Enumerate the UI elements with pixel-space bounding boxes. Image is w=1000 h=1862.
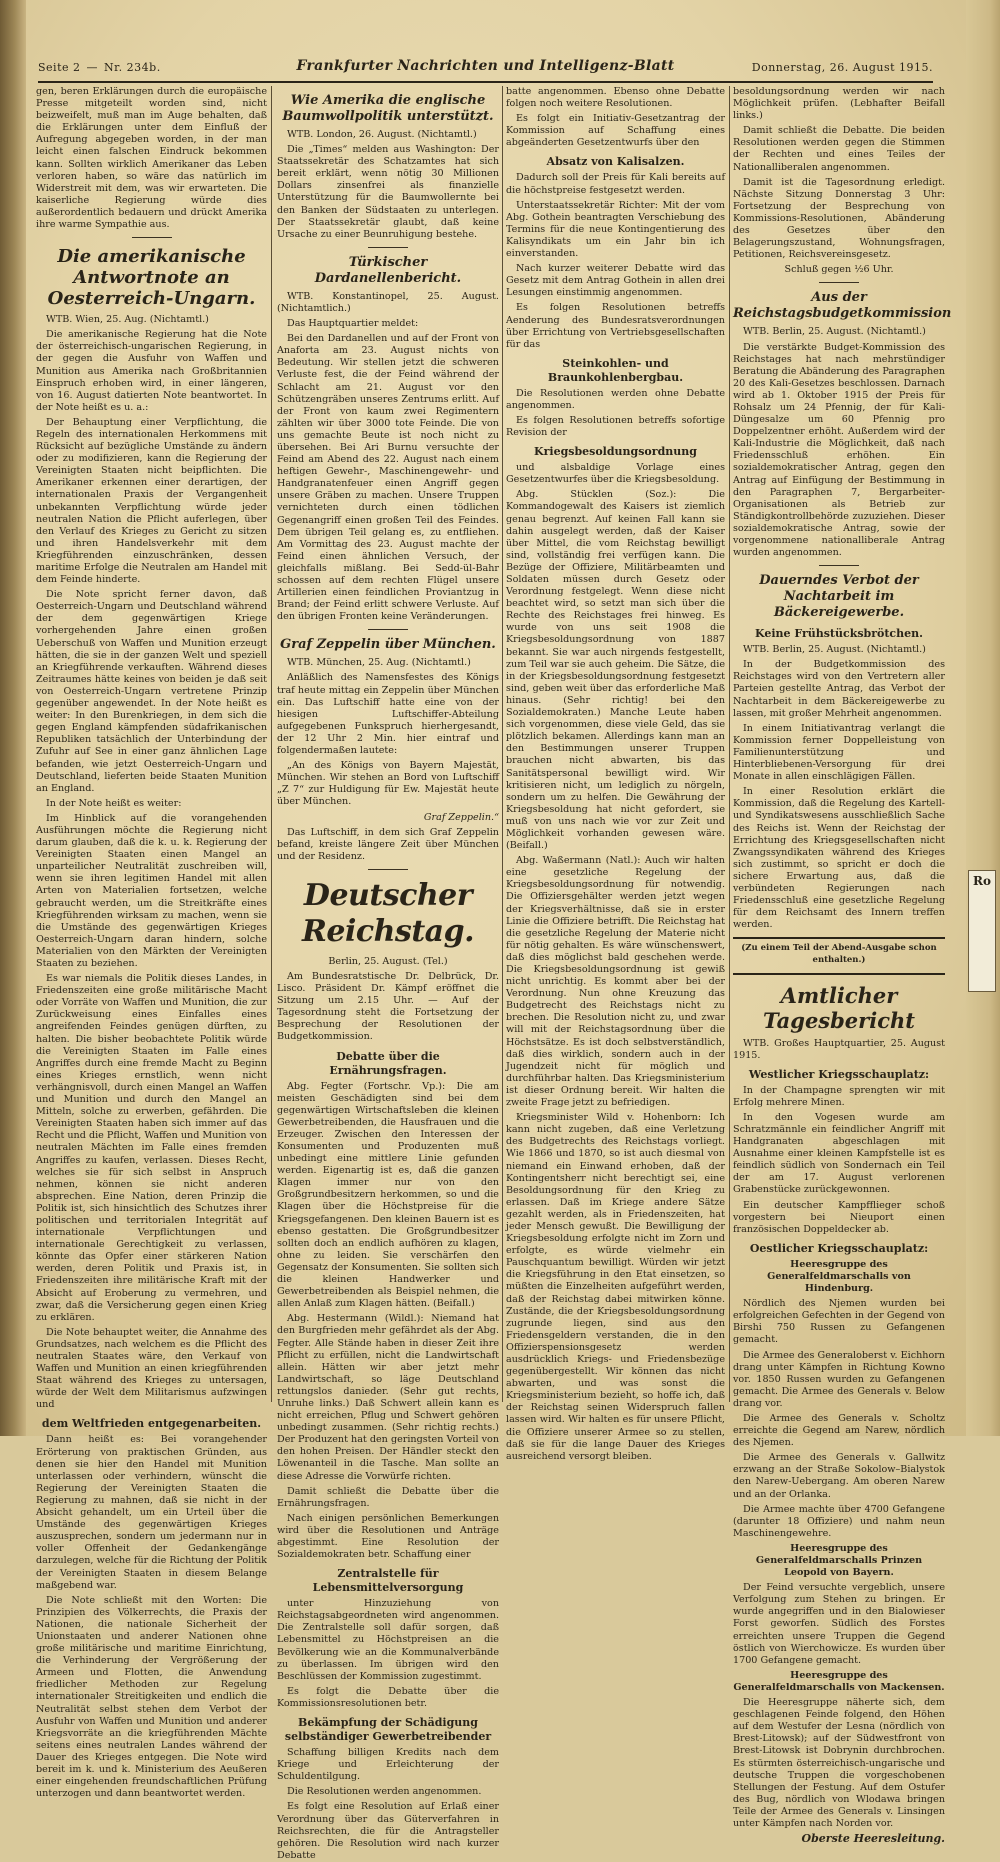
article-text: In einem Initiativantrag verlangt die Kommission ferner Doppelleistung von Familienunterstützung und Hinterbliebenen-Versorgung für drei Monate in allen einschlägigen Fällen. [733, 722, 945, 783]
masthead: Frankfurter Nachrichten und Intelligenz-Blatt [296, 58, 675, 74]
section-subhead: Zentralstelle für Lebensmittelversorgung [312, 1567, 464, 1595]
article-text: Im Hinblick auf die vorangehenden Ausführungen möchte die Regierung nicht darum glauben, daß die k. u. k. Regierung der Vereinigten Staaten einen Mangel an unparteilicher Neutralität zuschreiben will, wenn sie ihren legitimen Handel mit allen Arten von Materialien fortsetzen, welche gebraucht werden, um die Streitkräfte eines Kriegführenden wirksam zu machen, wenn sie die Umstände des gegenwärtigen Krieges Oesterreich-Ungarn daran hindern, solche Materialien von den Märkten der Vereinigten Staaten zu beziehen. [36, 812, 267, 969]
article-text: Die Armee machte über 4700 Gefangene (darunter 18 Offiziere) und nahm neun Maschinengewehre. [733, 1503, 945, 1539]
dateline: WTB. Wien, 25. Aug. (Nichtamtl.) [46, 314, 209, 326]
book-binding [0, 0, 26, 1436]
article-text: In der Champagne sprengten wir mit Erfolg mehrere Minen. [733, 1084, 945, 1108]
issue-date: Donnerstag, 26. August 1915. [751, 61, 933, 74]
article-text: Anläßlich des Namensfestes des Königs traf heute mittag ein Zeppelin über München ein. Das Luftschiff hatte eine von der hiesigen Luftschiffer-Abteilung aufgegebenen Funkspruch hierhergesandt, der 12 Uhr 2 Min. hier eintraf und folgendermaßen lautete: [277, 672, 499, 757]
article-text: In den Vogesen wurde am Schratzmännle ein feindlicher Angriff mit Handgranaten abgeschlagen mit Ausnahme einer kleinen Kampfstelle ist es feindlich südlich von Sondernach ein Teil der am 17. August verlorenen Grabenstücke zurückgewonnen. [733, 1111, 945, 1196]
article-text: Die Armee des Generals v. Scholtz erreichte die Gegend am Narew, nördlich des Njemen. [733, 1412, 945, 1449]
article-text: Die verstärkte Budget-Kommission des Reichstages hat nach mehrstündiger Beratung die Abänderung des Paragraphen 20 des Kali-Gesetzes beschlossen. Darnach wird ab 1. Oktober 1915 der Preis für Rohsalz um 24 Pfennig, der für Kali-Düngesalze um 60 Pfennig pro Doppelzentner erhöht. Außerdem wird der Kali-Industrie die Möglichkeit, daß nach Friedensschluß erhöhen. Ein sozialdemokratischer Antrag, gegen den Antrag auf Einfügung der Bestimmung in den Paragraphen 7, Bergarbeiter-Organisationen als Betrieb zur Ständigkontrollbehörde zuzuziehen. Dieser sozialdemokratische Antrag, sowie der vorgenommene nationalliberale Antrag wurden angenommen. [733, 341, 945, 559]
section-subhead: Steinkohlen- und Braunkohlenbergbau. [547, 356, 684, 384]
article-headline: Graf Zeppelin über München. [280, 637, 496, 653]
article-text: Schluß gegen ½6 Uhr. [784, 264, 894, 276]
section-subhead: dem Weltfrieden entgegenarbeiten. [41, 1417, 262, 1431]
article-text: Abg. Stücklen (Soz.): Die Kommandogewalt des Kaisers ist ziemlich genau begrenzt. Auf keinen Fall kann sie dahin ausgelegt werden, daß der Kaiser über Mittel, die vom Reichstag bewilligt sind, vollständig frei verfügen kann. Die Bezüge der Offiziere, Militärbeamten und Soldaten müssen durch Gesetz oder Verordnung festgelegt. Wenn diese nicht beachtet wird, so setzt man sich über die Rechte des Reichstages frei hinweg. Es wurde von uns seit 1908 die Kriegsbesoldungsordnung von 1887 bekannt. Sie war auch nirgends festgestellt, zum Teil war sie auch geheim. Die Sätze, die in der Kriegsbesoldungsordnung festgesetzt sind, geben weit über das erforderliche Maß hinaus. (Sehr richtig! bei den Sozialdemokraten.) Manche Leute haben sich vorgenommen, diese viele Geld, das sie plötzlich bekamen. Allerdings kann man an den Bestimmungen unserer Truppen brauchen nicht abwarten, bis das Sanitätspersonal bewilligt wird. Wir kritisieren nicht, um lediglich zu nörgeln, sondern um zu helfen. Die Gewährung der Kriegsbesoldung hat nicht gefordert, sie muß von uns nach wie vor zur Zeit und Möglichkeit vorhanden gewesen wäre. (Beifall.) [506, 489, 725, 852]
page-edge [966, 0, 1000, 1436]
article-text: Abg. Fegter (Fortschr. Vp.): Die am meisten Geschädigten sind bei dem gegenwärtigen Wirtschaftsleben die kleinen Gewerbetreibenden, die Hausfrauen und die Erzeuger. Zwischen den Interessen der Konsumenten und Produzenten muß unbedingt eine mittlere Linie gefunden werden. Eigenartig ist es, daß die ganzen Klagen immer nur von den Großgrundbesitzern herkommen, so und die Klagen über die Höchstpreise für die Kriegsgefangenen. Den kleinen Bauern ist es ebenso gestatten. Die Großgrundbesitzer sollten doch an endlich aufhören zu klagen, ohne zu leiden. Sie verschärfen den Gegensatz der Konsumenten. Sie sollten sich die kleinen Handwerker und Gewerbetreibenden als Beispiel nehmen, die allen Anlaß zum Klagen hätten. (Beifall.) [277, 1080, 499, 1310]
article-text: Nach kurzer weiterer Debatte wird das Gesetz mit dem Antrag Gothein in allen drei Lesungen einstimmig angenommen. [506, 263, 725, 299]
article-subheadline: Keine Frühstücksbrötchen. [755, 627, 923, 641]
article-text: Dadurch soll der Preis für Kali bereits auf die höchstpreise festgesetzt werden. [506, 172, 725, 196]
article-text: Die amerikanische Regierung hat die Note der österreichisch-ungarischen Regierung, in der gegen die Ausfuhr von Waffen und Munition aus Amerika nach Großbritannien Einspruch erhoben wird, in einer längeren, von 16. August datierten Note beantwortet. In der Note heißt es u. a.: [36, 329, 267, 413]
article-text: Schaffung billigen Kredits nach dem Kriege und Erleichterung der Schuldentilgung. [277, 1747, 499, 1783]
article-text: gen, beren Erklärungen durch die europäische Presse mitgeteilt worden sind, nicht beizweifelt, muß man im Auge behalten, daß die Erklärungen unter dem Einfluß der Aufregung abgegeben worden, in der man leicht einen falschen Eindruck bekommen kann. Sollten wirklich Amerikaner das Leben verloren haben, so wäre das natürlich im Widerstreit mit dem, was wir erwarteten. Die kaiserliche Regierung würde dies außerordentlich bedauern und drückt Amerika ihre warme Sympathie aus. [36, 86, 267, 231]
page-number: Seite 2 — Nr. 234b. [38, 61, 161, 74]
article-text: Es folgen Resolutionen betreffs sofortige Revision der [506, 414, 725, 439]
article-headline: Aus der Reichstagsbudgetkommission [733, 290, 952, 322]
article-text: Am Bundesratstische Dr. Delbrück, Dr. Lisco. Präsident Dr. Kämpf eröffnet die Sitzung um 2.15 Uhr. — Auf der Tagesordnung steht die Fortsetzung der Besprechung der Resolutionen der Budgetkommission. [277, 970, 499, 1043]
dateline: WTB. Konstantinopel, 25. August. (Nichtamtlich.) [277, 290, 499, 314]
army-group-heading: Heeresgruppe des Generalfeldmarschalls Prinzen Leopold von Bayern. [755, 1542, 923, 1579]
edition-note: (Zu einem Teil der Abend-Ausgabe schon enthalten.) [741, 943, 937, 966]
divider [368, 869, 408, 870]
dateline: WTB. Berlin, 25. August. (Nichtamtl.) [743, 326, 926, 338]
article-headline: Die amerikanische Antwortnote an Oesterreich-Ungarn. [47, 246, 256, 310]
article-text: In der Note heißt es weiter: [46, 797, 182, 809]
column-rule [271, 86, 272, 1402]
dateline: WTB. London, 26. August. (Nichtamtl.) [287, 129, 477, 140]
article-text: Die Resolutionen werden ohne Debatte angenommen. [506, 387, 725, 411]
page-header [38, 57, 933, 83]
divider [819, 282, 859, 283]
page-label: Seite 2 [38, 61, 81, 74]
article-text: Es folgen Resolutionen betreffs Aenderung des Bundesratsverordnungen über Errichtung von Vertriebsgesellschaften für das [506, 302, 725, 350]
section-subhead: Debatte über die Ernährungsfragen. [329, 1049, 447, 1077]
article-text: „An des Königs von Bayern Majestät, München. Wir stehen an Bord von Luftschiff „Z 7“ zur Huldigung für Ew. Majestät heute über München. [277, 760, 499, 808]
article-text: Es folgt die Debatte über die Kommissionsresolutionen betr. [277, 1685, 499, 1709]
article-text: Abg. Waßermann (Natl.): Auch wir halten eine gesetzliche Regelung der Kriegsbesoldungsordnung für notwendig. Die Offiziersgehälter werden jetzt wegen der Kriegsverhältnisse, daß sie in erster Linie die Offiziere betrifft. Die Reichstag hat die gesetzliche Regelung der Materie nicht für nötig gehalten. Es wäre wünschenswert, daß dies möglichst bald geschehen werde. Die Kriegsbesoldungsordnung ist gewiß nicht unrichtig. Es kommt aber bei der Verordnung. Nun ohne Kreuzung das Budgetrecht des Reichstags nicht zu brechen. Die Resolution nicht zu, und zwar will mit der Reichstagsordnung über die Höchstsätze. Es ist doch selbstverständlich, daß dies wirklich, sondern auch in der Jugendzeit nicht für möglich und durchführbar halten. Das Kriegsministerium ist dieser Ordnung bereit. Wir halten die zweite Frage jetzt zu befriedigen. [506, 855, 725, 1109]
signature: Graf Zeppelin.“ [423, 811, 499, 823]
article-text: In der Budgetkommission des Reichstages wird von den Vertretern aller Parteien gestellte Antrag, das Verbot der Nachtarbeit in dem Bäckereigewerbe zu lassen, mit großer Mehrheit angenommen. [733, 659, 945, 719]
article-text: besoldungsordnung werden wir nach Möglichkeit prüfen. (Lebhafter Beifall links.) [733, 86, 945, 122]
article-text: Die Resolutionen werden angenommen. [287, 1786, 482, 1798]
article-text: Die „Times“ melden aus Washington: Der Staatssekretär des Schatzamtes hat sich bereit erklärt, wenn nötig 30 Millionen Dollars zinsenfrei als finanzielle Unterstützung für die Baumwollernte bei den Banken der Südstaaten zu unterlegen. Der Staatssekretär glaubt, daß keine Ursache zu einer Beunruhigung bestehe. [277, 144, 499, 240]
article-text: und alsbaldige Vorlage eines Gesetzentwurfes über die Kriegsbesoldung. [506, 462, 725, 486]
article-text: Nördlich des Njemen wurden bei erfolgreichen Gefechten in der Gegend von Birshi 750 Russen zu Gefangenen gemacht. [733, 1298, 945, 1346]
section-subhead: Kriegsbesoldungsordnung [534, 445, 697, 459]
article-text: Damit schließt die Debatte. Die beiden Resolutionen werden gegen die Stimmen der Rechten und eines Teiles der Nationalliberalen angenommen. [733, 125, 945, 173]
divider [368, 629, 408, 630]
column-2 [277, 86, 499, 1861]
adjacent-page-fragment [968, 870, 996, 992]
column-rule [729, 86, 730, 1402]
army-group-heading: Heeresgruppe des Generalfeldmarschalls von Mackensen. [733, 1669, 945, 1693]
article-text: In einer Resolution erklärt die Kommission, daß die Regelung des Kartell- und Syndikatswesens ausschließlich Sache des Reichs ist. Wenn der Reichstag der Errichtung des Kriegsgesellschaften nicht Zwangssyndikaten während des Krieges sich zustimmt, so spricht er doch die sichere Erwartung aus, daß die verbündeten Regierungen nach Friedensschluß eine gesetzliche Regelung für dem Reichsamt des Innern treffen werden. [733, 786, 945, 931]
dateline: WTB. München, 25. Aug. (Nichtamtl.) [287, 657, 471, 669]
column-rule [502, 86, 503, 1402]
divider [368, 247, 408, 248]
column-1 [36, 86, 267, 1800]
article-text: unter Hinzuziehung von Reichstagsabgeordneten wird angenommen. Die Zentralstelle soll dafür sorgen, daß Lebensmittel zu Höchstpreisen an die Bevölkerung wie an die Kommunalverbände zu überlassen. Im übrigen wird den Beschlüssen der Kommission zugestimmt. [277, 1598, 499, 1682]
article-text: Der Feind versuchte vergeblich, unsere Verfolgung zum Stehen zu bringen. Er wurde angegriffen und in den Bialowieser Forst geworfen. Südlich des Forstes erreichten unsere Truppen die Gegend östlich von Wierchowicze. Es wurden über 1700 Gefangene gemacht. [733, 1582, 945, 1666]
article-text: Die Armee des Generals v. Gallwitz erzwang an der Straße Sokolow–Bialystok den Narew-Uebergang. Am oberen Narew und an der Orlanka. [733, 1452, 945, 1500]
article-text: Dann heißt es: Bei vorangehender Erörterung von praktischen Gründen, aus denen sie hier den Handel mit Munition unterlassen oder verhindern, wünscht die Regierung der Vereinigten Staaten die Regierung zu mahnen, daß sie nicht in der Absicht gehandelt, um ein Urteil über die Umstände des gegenwärtigen Krieges auszusprechen, sondern um jedermann nur in voller Offenheit der Gedankengänge darzulegen, welche für die Richtung der Politik der Vereinigten Staaten in diesem Belange maßgebend war. [36, 1434, 267, 1591]
column-3 [506, 86, 725, 1462]
article-text: batte angenommen. Ebenso ohne Debatte folgen noch weitere Resolutionen. [506, 86, 725, 110]
article-text: Abg. Hestermann (Wildl.): Niemand hat den Burgfrieden mehr gefährdet als der Abg. Fegter. Alle Stände haben in dieser Zeit ihre Pflicht zu erfüllen, nicht die Landwirtschaft allein. Hätten wir aber jetzt mehr Landwirtschaft, so läge Deutschland rettungslos danieder. (Sehr gut rechts, Unruhe links.) Daß Schwert allein kann es nicht erreichen, Pflug und Schwert gehören unbedingt zusammen. (Sehr richtig rechts.) Der Produzent hat den geringsten Vorteil von den hohen Preisen. Der Händler steckt den Löwenanteil in die Tasche. Man sollte an diese Adresse die Vorwürfe richten. [277, 1313, 499, 1482]
article-text: Unterstaatssekretär Richter: Mit der vom Abg. Gothein beantragten Verschiebung des Termins für die neue Kontingentierung des Kalisyndikats um ein Jahr bin ich einverstanden. [506, 199, 725, 260]
article-text: Es war niemals die Politik dieses Landes, in Friedenszeiten eine große militärische Macht oder Vorräte von Waffen und Munition, die zur Zurückweisung eines Einfalles eines angreifenden Feindes genügen dürften, zu halten. Die bisher beobachtete Politik würde die Vereinigten Staaten im Falle eines Angriffes durch eine fremde Macht zu Beginn eines Krieges ernstlich, wenn nicht verhängnisvoll, durch einen Mangel an Waffen und Munition und durch den Mangel an Mitteln, solche zu erwerben, gefährden. Die Vereinigten Staaten haben sich immer auf das Recht und die Pflicht, Waffen und Munition von neutralen Mächten im Falle eines fremden Angriffes zu kaufen, verlassen. Dieses Recht, welches sie für sich selbst in Anspruch nehmen, können sie nicht anderen absprechen. Eine Nation, deren Prinzip die Politik ist, sich hinsichtlich des Schutzes ihrer politischen und territorialen Integrität auf internationale Verpflichtungen und internationale Gerechtigkeit zu verlassen, könnte das Opfer einer stärkeren Nation werden, deren Politik und Praxis ist, in Friedenszeiten ihre militärische Kraft mit der Absicht auf Eroberung zu vermehren, und zwar, daß die Versicherung gegen einen Krieg zu erklären. [36, 973, 267, 1323]
issue-number: Nr. 234b. [104, 61, 161, 74]
dateline: Berlin, 25. August. (Tel.) [328, 955, 448, 967]
article-headline-main: Amtlicher Tagesbericht [763, 982, 915, 1033]
divider [819, 565, 859, 566]
article-headline: Wie Amerika die englische Baumwollpolitik unterstützt. [282, 93, 494, 124]
article-text: Das Hauptquartier meldet: [287, 318, 419, 330]
article-text: Es folgt ein Initiativ-Gesetzantrag der Kommission auf Schaffung eines abgeänderten Gesetzentwurfs über den [506, 113, 725, 149]
signoff: Oberste Heeresleitung. [801, 1832, 945, 1846]
section-subhead: Absatz von Kalisalzen. [546, 155, 685, 169]
article-text: Damit schließt die Debatte über die Ernährungsfragen. [277, 1485, 499, 1509]
article-text: Die Note schließt mit den Worten: Die Prinzipien des Völkerrechts, die Praxis der Nationen, die nationale Sicherheit der Unionstaaten und anderer Nationen ohne große militärische und maritime Einrichtung, die Verhinderung der Vergrößerung der Armeen und Flotten, die Anwendung friedlicher Methoden zur Regelung internationaler Streitigkeiten und endlich die Neutralität selbst stehen dem Verbot der Ausfuhr von Waffen und Munition und anderer Kriegsvorräte an die kriegführenden Mächte seitens eines neutralen Landes während der Dauer des Krieges entgegen. Die Note wird bereit im k. und k. Ministerium des Aeußeren einer eingehenden freundschaftlichen Prüfung unterzogen und dann beantwortet werden. [36, 1594, 267, 1800]
article-headline: Dauerndes Verbot der Nachtarbeit im Bäckereigewerbe. [759, 573, 919, 621]
article-text: Ein deutscher Kampfflieger schoß vorgestern bei Nieuport einen französischen Doppeldecker ab. [733, 1199, 945, 1235]
article-text: Das Luftschiff, in dem sich Graf Zeppelin befand, kreiste längere Zeit über München und der Residenz. [277, 826, 499, 862]
article-headline: Türkischer Dardanellenbericht. [314, 254, 462, 286]
article-text: Die Note spricht ferner davon, daß Oesterreich-Ungarn und Deutschland während der dem gegenwärtigen Kriege vorhergehenden Jahre einen großen Ueberschuß von Waffen und Munition erzeugt hätten, die sie in der ganzen Welt und speziell an Kriegführende verkauften. Während dieses Zeitraumes hätte keines von beiden je daß seit von Oesterreich-Ungarn vertretene Prinzip gegenüber angewendet. In der Note heißt es weiter: In den Burenkriegen, in dem sich die gegen England kämpfenden südafrikanischen Republiken tatsächlich der Unterbindung der Zufuhr auf See in einer ganz ähnlichen Lage befanden, wie jetzt Oesterreich-Ungarn und Deutschland, lieferten beide Staaten Munition an England. [36, 589, 267, 794]
dateline: WTB. Großes Hauptquartier, 25. August 1915. [733, 1037, 945, 1061]
column-4 [733, 86, 952, 1846]
article-headline-main: Deutscher Reichstag. [301, 877, 475, 949]
article-text: Es folgt eine Resolution auf Erlaß einer Verordnung über das Güterverfahren in Reichsrechten, die für die Antragsteller gehören. Die Resolution wird nach kurzer Debatte [277, 1801, 499, 1861]
article-text: Kriegsminister Wild v. Hohenborn: Ich kann nicht zugeben, daß eine Verletzung des Budgetrechts des Reichstags vorliegt. Wie 1866 und 1870, so ist auch diesmal von niemand ein Einwand erhoben, daß der Kontingentsherr nicht berechtigt sei, eine Besoldungsordnung für den Krieg zu erlassen. Daß im Kriege andere Sätze gezahlt werden, als in Friedenszeiten, hat jeder Mensch gewußt. Die Bewilligung der Kriegsbesoldung erfolgte nicht im Zorn und erfolgte, es würde vielmehr ein Pauschquantum bewilligt. Würden wir jetzt die Kriegsführung in den Etat einsetzen, so müßten die Einzelheiten aufgeführt werden, daß der Reichstag dabei mitwirken könne. Zustände, die der Kriegsbesoldungsordnung zugrunde liegen, sind aus den Friedensgeldern verstanden, die in den Offizierspensionsgesetz werden ausdrücklich Kriegs- und Friedensbezüge gegenübergestellt. Wir können das nicht abwarten, und was sonst die Kriegsministerium bezieht, so hoffe ich, daß der Reichstag seinen Widerspruch fallen lassen wird. Wir halten es für unsere Pflicht, die Offiziere unserer Armee so zu stellen, daß sie für die lange Dauer des Krieges ausreichend versorgt bleiben. [506, 1112, 725, 1462]
article-text: Damit ist die Tagesordnung erledigt. Nächste Sitzung Donnerstag 3 Uhr: Fortsetzung der Besprechung von Kommissions-Resolutionen, Abänderung des Gesetzes über den Belagerungszustand, Wohnungsfragen, Petitionen, Reichsvereinsgesetz. [733, 176, 945, 261]
article-text: Nach einigen persönlichen Bemerkungen wird über die Resolutionen und Anträge abgestimmt. Eine Resolution der Sozialdemokraten betr. Schaffung einer [277, 1512, 499, 1561]
divider [132, 237, 172, 238]
article-text: Die Note behauptet weiter, die Annahme des Grundsatzes, nach welchem es die Pflicht des neutralen Staates wäre, den Verkauf von Waffen und Munition an einen kriegführenden Staat während des Krieges zu untersagen, würde der Welt dem Militarismus aufzwingen und [36, 1326, 267, 1411]
fragment-text: Ro [973, 874, 991, 888]
section-subhead: Bekämpfung der Schädigung selbständiger Gewerbetreibender [284, 1716, 492, 1744]
article-text: Bei den Dardanellen und auf der Front von Anaforta am 23. August nichts von Bedeutung. Wir stellen jetzt die schweren Verluste fest, die der Feind während der Schlacht am 21. August vor den Schützengräben unseres Zentrums erlitt. Auf der Front von kaum zwei Regimentern zählten wir über 3000 tote Feinde. Die von uns gemachte Beute ist noch nicht zu übersehen. Bei Ari Burnu versuchte der Feind am Abend des 22. August nach einem heftigen Gewehr-, Maschinengewehr- und Handgranatenfeuer einen Angriff gegen unsere Gräben zu machen. Unsere Truppen vernichteten durch einen tödlichen Gegenangriff einen großen Teil des Feindes. Dem übrigen Teil gelang es, zu entfliehen. Am Vormittag des 23. August machte der Feind einen ähnlichen Versuch, der gleichfalls mißlang. Bei Sedd-ül-Bahr schossen auf dem rechten Flügel unsere Artillerien einen feindlichen Proviantzug in Brand; der Feind erlitt schwere Verluste. Auf den übrigen Fronten keine Veränderungen. [277, 333, 499, 623]
article-text: Die Heeresgruppe näherte sich, dem geschlagenen Feinde folgend, den Höhen auf dem Westufer der Lesna (nördlich von Brest-Litowsk); auf der Südwestfront von Brest-Litowsk ist Dobrynin durchbrochen. Es stürmten österreichisch-ungarische und deutsche Truppen die vorgeschobenen Stellungen der Festung. Auf dem Ostufer des Bug, nördlich von Wlodawa bringen Teile der Armee des Generals v. Linsingen unter Kämpfen nach Norden vor. [733, 1697, 945, 1829]
army-group-heading: Heeresgruppe des Generalfeldmarschalls von Hindenburg. [767, 1258, 911, 1295]
section-subhead: Oestlicher Kriegsschauplatz: [749, 1241, 929, 1255]
dateline: WTB. Berlin, 25. August. (Nichtamtl.) [743, 644, 926, 656]
article-text: Die Armee des Generaloberst v. Eichhorn drang unter Kämpfen in Richtung Kowno vor. 1850 Russen wurden zu Gefangenen gemacht. Die Armee des Generals v. Below drang vor. [733, 1349, 945, 1409]
article-text: Der Behauptung einer Verpflichtung, die Regeln des internationalen Herkommens mit Rücksicht auf bezügliche Umstände zu ändern oder zu modifizieren, kann die Regierung der Vereinigten Staaten nicht beipflichten. Die Amerikaner erkennen einer derartigen, der internationalen Praxis der Vergangenheit unbekannten Verpflichtung würde jeder neutralen Nation die Pflicht auferlegen, über den Verlauf des Krieges zu Gericht zu sitzen und ihren Handelsverkehr mit dem Kriegführenden einzuschränken, dessen maritime Erfolge die Neutralen am Handel mit dem Feinde hinderte. [36, 416, 267, 586]
notice-box [733, 937, 945, 974]
section-subhead: Westlicher Kriegsschauplatz: [748, 1067, 930, 1081]
